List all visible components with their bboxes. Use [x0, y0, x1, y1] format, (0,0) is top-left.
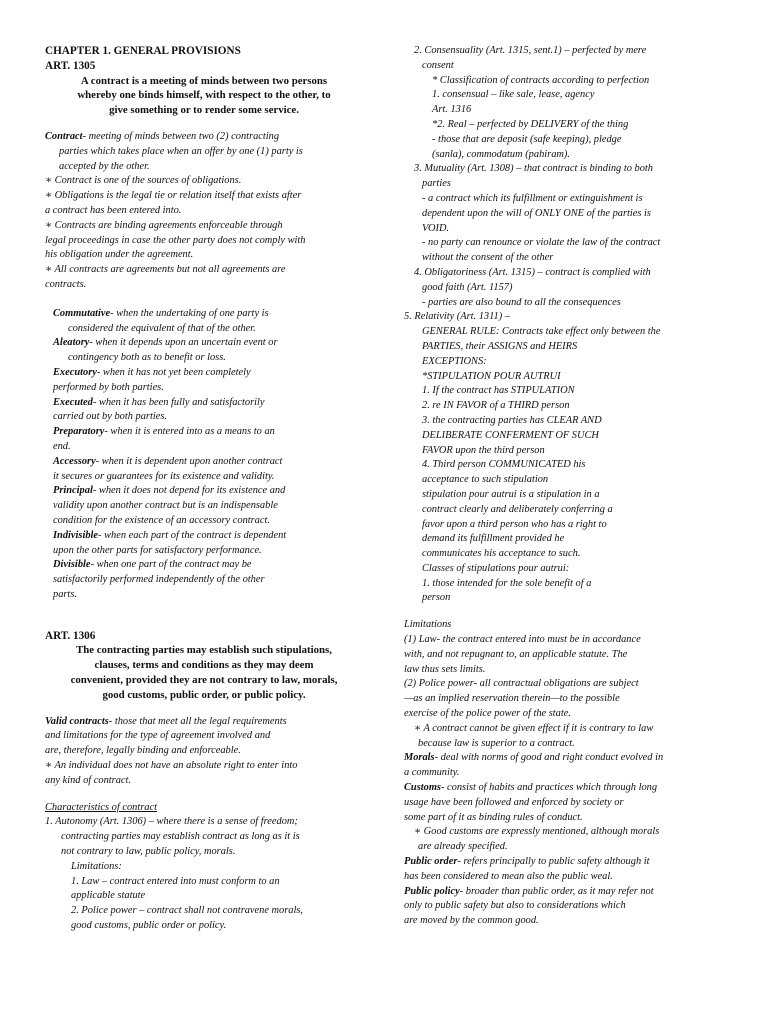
- left-column: [45, 44, 363, 934]
- text-line: - parties are also bound to all the consequences: [422, 296, 621, 308]
- text-line: not contrary to law, public policy, morals.: [61, 846, 236, 858]
- text-line: good faith (Art. 1157): [422, 281, 513, 293]
- section-heading: ART. 1305: [45, 59, 96, 72]
- definition-text: - refers principally to public safety although it: [457, 856, 650, 868]
- text-line: ∗ Contracts are binding agreements enforceable through: [45, 219, 283, 231]
- definition-line: [404, 751, 729, 766]
- text-line: some part of it as binding rules of conduct.: [404, 811, 583, 823]
- text-line: 3. the contracting parties has CLEAR AND: [422, 414, 602, 426]
- article-text: clauses, terms and conditions as they may deem: [94, 659, 314, 672]
- definition-text: - when it depends upon an uncertain event or: [89, 337, 278, 349]
- article-text: whereby one binds himself, with respect to the other, to: [77, 89, 331, 102]
- definition-text: - when each part of the contract is dependent: [98, 529, 287, 541]
- definition-line: [45, 715, 363, 730]
- text-line: favor upon a third person who has a right to: [422, 518, 607, 530]
- text-line: only to public safety but also to considerations which: [404, 900, 626, 912]
- text-line: communicates his acceptance to such.: [422, 548, 581, 560]
- definition-text: - when one part of the contract may be: [90, 559, 252, 571]
- text-line: 1. Law – contract entered into must conform to an: [71, 875, 280, 887]
- definition-term: Executory: [53, 366, 97, 378]
- text-line: 2. Consensuality (Art. 1315, sent.1) – perfected by mere: [414, 45, 647, 56]
- text-line: (sanla), commodatum (pahiram).: [432, 148, 570, 160]
- text-line: demand its fulfillment provided he: [422, 533, 565, 545]
- text-line: ∗ Good customs are expressly mentioned, although morals: [414, 826, 660, 838]
- article-text: good customs, public order, or public policy.: [102, 688, 306, 701]
- definition-term: Commutative: [53, 307, 111, 319]
- text-line: are moved by the common good.: [404, 915, 539, 927]
- text-line: 2. re IN FAVOR of a THIRD person: [422, 400, 570, 412]
- right-column: [404, 44, 729, 929]
- definition-text: - consist of habits and practices which through long: [440, 782, 658, 794]
- definition-term: Aleatory: [53, 337, 90, 349]
- text-line: EXCEPTIONS:: [422, 355, 487, 367]
- text-line: applicable statute: [71, 890, 146, 902]
- text-line: 1. If the contract has STIPULATION: [422, 385, 575, 397]
- text-line: contract clearly and deliberately conferring a: [422, 503, 613, 515]
- text-line: 5. Relativity (Art. 1311) –: [404, 311, 510, 323]
- definition-line: [45, 307, 363, 322]
- text-line: —as an implied reservation therein—to the possible: [404, 693, 620, 705]
- spacer: [45, 293, 363, 307]
- text-line: 2. Police power – contract shall not contravene morals,: [71, 905, 304, 917]
- text-line: dependent upon the will of ONLY ONE of the parties is: [422, 207, 651, 219]
- text-line: - a contract which its fulfillment or extinguishment is: [422, 192, 643, 204]
- text-line: end.: [53, 440, 71, 452]
- text-line: parties which takes place when an offer by one (1) party is: [59, 145, 303, 157]
- definition-line: [45, 366, 363, 381]
- text-line: upon the other parts for satisfactory performance.: [53, 544, 262, 556]
- text-line: (2) Police power- all contractual obligations are subject: [404, 678, 639, 690]
- text-line: person: [422, 592, 451, 604]
- definition-term: Valid contracts: [45, 715, 109, 727]
- text-line: - those that are deposit (safe keeping), pledge: [432, 133, 622, 145]
- text-line: usage have been followed and enforced by society or: [404, 796, 624, 808]
- text-line: * Classification of contracts according to perfection: [432, 74, 650, 86]
- definition-text: - those that meet all the legal requirements: [108, 715, 287, 727]
- spacer: [45, 703, 363, 715]
- spacer: [45, 603, 363, 617]
- text-line: and limitations for the type of agreement involved and: [45, 730, 271, 742]
- text-line: Art. 1316: [432, 104, 472, 116]
- text-line: 1. Autonomy (Art. 1306) – where there is a sense of freedom;: [45, 816, 298, 828]
- definition-term: Principal: [53, 485, 93, 497]
- text-line: with, and not repugnant to, an applicable statute. The: [404, 648, 628, 660]
- text-line: Limitations: [404, 619, 452, 631]
- definition-text: - meeting of minds between two (2) contracting: [82, 130, 280, 142]
- text-line: 1. those intended for the sole benefit of a: [422, 577, 592, 589]
- definition-line: [45, 529, 363, 544]
- text-line: parties: [422, 178, 451, 190]
- text-line: his obligation under the agreement.: [45, 249, 194, 261]
- text-line: parts.: [53, 588, 77, 600]
- text-line: FAVOR upon the third person: [422, 444, 545, 456]
- text-line: validity upon another contract but is an indispensable: [53, 500, 278, 512]
- text-line: 4. Obligatoriness (Art. 1315) – contract is complied with: [414, 266, 651, 278]
- text-line: a community.: [404, 767, 460, 779]
- text-line: GENERAL RULE: Contracts take effect only between the: [422, 326, 661, 338]
- definition-line: [45, 130, 363, 145]
- text-line: accepted by the other.: [59, 160, 150, 172]
- article-text: give something or to render some service.: [109, 104, 299, 117]
- definition-term: Contract: [45, 130, 83, 142]
- text-line: ∗ An individual does not have an absolute right to enter into: [45, 760, 298, 772]
- article-text: convenient, provided they are not contrary to law, morals,: [70, 674, 338, 687]
- definition-line: [45, 425, 363, 440]
- definition-text: - when it does not depend for its existence and: [92, 485, 286, 497]
- text-line: law thus sets limits.: [404, 663, 486, 675]
- text-line: DELIBERATE CONFERMENT OF SUCH: [422, 429, 599, 441]
- text-line: good customs, public order or policy.: [71, 920, 227, 932]
- definition-text: - when it has been fully and satisfactorily: [92, 396, 265, 408]
- text-line: stipulation pour autrui is a stipulation in a: [422, 488, 600, 500]
- definition-line: [404, 781, 729, 796]
- definition-text: - when it is dependent upon another contract: [95, 455, 283, 467]
- definition-term: Divisible: [53, 559, 91, 571]
- definition-line: [45, 455, 363, 470]
- text-line: 3. Mutuality (Art. 1308) – that contract is binding to both: [414, 163, 653, 175]
- text-line: ∗ A contract cannot be given effect if it is contrary to law: [414, 722, 654, 734]
- text-line: - no party can renounce or violate the law of the contract: [422, 237, 661, 249]
- definition-text: - broader than public order, as it may refer not: [459, 885, 654, 897]
- text-line: *2. Real – perfected by DELIVERY of the thing: [432, 118, 629, 130]
- text-line: ∗ Contract is one of the sources of obligations.: [45, 175, 242, 187]
- spacer: [45, 617, 363, 629]
- definition-term: Executed: [53, 396, 93, 408]
- definition-line: [45, 558, 363, 573]
- text-line: ∗ All contracts are agreements but not all agreements are: [45, 264, 286, 276]
- definition-term: Customs: [404, 782, 441, 794]
- article-text: A contract is a meeting of minds between two persons: [80, 74, 328, 87]
- text-line: considered the equivalent of that of the other.: [68, 322, 256, 334]
- text-line: VOID.: [422, 222, 450, 234]
- definition-line: [45, 396, 363, 411]
- text-line: without the consent of the other: [422, 252, 554, 264]
- text-line: contingency both as to benefit or loss.: [68, 352, 226, 364]
- text-line: it secures or guarantees for its existence and validity.: [53, 470, 275, 482]
- section-heading: ART. 1306: [45, 629, 96, 642]
- subheading: Characteristics of contract: [45, 801, 157, 813]
- text-line: 1. consensual – like sale, lease, agency: [432, 89, 595, 101]
- definition-term: Public policy: [404, 885, 460, 897]
- text-line: acceptance to such stipulation: [422, 474, 549, 486]
- definition-line: [45, 336, 363, 351]
- text-line: contracting parties may establish contract as long as it is: [61, 831, 300, 843]
- text-line: has been considered to mean also the public weal.: [404, 870, 613, 882]
- text-line: satisfactorily performed independently of the other: [53, 574, 265, 586]
- text-line: because law is superior to a contract.: [418, 737, 575, 749]
- text-line: (1) Law- the contract entered into must be in accordance: [404, 634, 641, 646]
- text-line: condition for the existence of an accessory contract.: [53, 514, 270, 526]
- text-line: are already specified.: [418, 841, 508, 853]
- text-line: performed by both parties.: [53, 381, 164, 393]
- spacer: [404, 606, 729, 618]
- text-line: consent: [422, 59, 454, 71]
- spacer: [45, 789, 363, 801]
- section-heading: CHAPTER 1. GENERAL PROVISIONS: [45, 45, 241, 57]
- definition-text: - when the undertaking of one party is: [110, 307, 269, 319]
- definition-text: - when it has not yet been completely: [96, 366, 251, 378]
- definition-line: [404, 885, 729, 900]
- text-line: 4. Third person COMMUNICATED his: [422, 459, 586, 471]
- text-line: are, therefore, legally binding and enforceable.: [45, 745, 241, 757]
- definition-line: [404, 855, 729, 870]
- text-line: a contract has been entered into.: [45, 204, 182, 216]
- text-line: PARTIES, their ASSIGNS and HEIRS: [422, 340, 578, 352]
- text-line: carried out by both parties.: [53, 411, 167, 423]
- definition-term: Preparatory: [53, 426, 105, 438]
- text-line: Classes of stipulations pour autrui:: [422, 562, 570, 574]
- definition-text: - when it is entered into as a means to an: [104, 426, 275, 438]
- text-line: contracts.: [45, 278, 87, 290]
- text-line: *STIPULATION POUR AUTRUI: [422, 370, 561, 382]
- article-text: The contracting parties may establish such stipulations,: [76, 644, 332, 657]
- definition-term: Indivisible: [53, 529, 99, 541]
- definition-line: [45, 484, 363, 499]
- definition-text: - deal with norms of good and right conduct evolved in: [434, 752, 664, 764]
- definition-term: Public order: [404, 856, 458, 868]
- text-line: exercise of the police power of the state.: [404, 708, 571, 720]
- text-line: Limitations:: [71, 860, 122, 872]
- text-line: legal proceedings in case the other party does not comply with: [45, 234, 306, 246]
- text-line: ∗ Obligations is the legal tie or relation itself that exists after: [45, 190, 302, 202]
- definition-term: Accessory: [53, 455, 96, 467]
- spacer: [45, 118, 363, 130]
- definition-term: Morals: [404, 752, 435, 764]
- text-line: any kind of contract.: [45, 774, 131, 786]
